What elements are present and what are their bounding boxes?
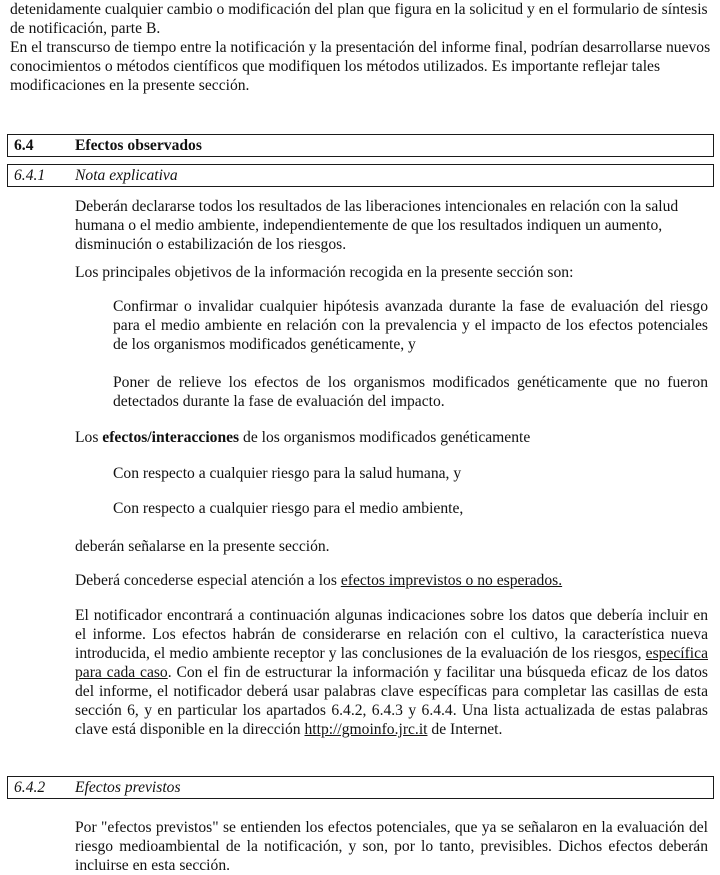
- section-heading-6-4-1: [7, 164, 714, 187]
- bold-term: efectos/interacciones: [102, 429, 240, 446]
- text-segment: de Internet.: [427, 721, 503, 738]
- section-number: 6.4: [14, 137, 34, 154]
- indented-item-environment: Con respecto a cualquier riesgo para el medio ambiente,: [113, 500, 464, 517]
- underlined-term: efectos imprevistos o no esperados.: [340, 572, 563, 589]
- section-title: Efectos previstos: [75, 779, 181, 796]
- section-number: 6.4.1: [14, 167, 46, 184]
- paragraph-effects-interactions: [75, 428, 708, 447]
- url-link[interactable]: http://gmoinfo.jrc.it: [304, 721, 428, 738]
- text-segment: Los: [75, 429, 103, 446]
- indented-item-human-health: Con respecto a cualquier riesgo para la salud humana, y: [113, 465, 462, 482]
- text-segment: de los organismos modificados genéticamente: [239, 429, 531, 446]
- text-segment: Deberá concederse especial atención a los: [75, 572, 341, 589]
- section-title: Efectos observados: [75, 137, 202, 154]
- underlined-term: específica para cada caso: [75, 645, 708, 681]
- text-segment: El notificador encontrará a continuación algunas indicaciones sobre los datos que debería incluir en el informe. Los efectos habrán de considerarse en relación con el cultivo, la característica nueva introducida, el medio ambiente receptor y las conclusiones de la evaluación de los riesgos,: [75, 607, 708, 662]
- paragraph-notifier-guidance: [75, 606, 708, 739]
- section-number: 6.4.2: [14, 779, 46, 796]
- paragraph-indicated: deberán señalarse en la presente sección.: [75, 538, 330, 555]
- section-title: Nota explicativa: [75, 167, 178, 184]
- indented-item-highlight: Poner de relieve los efectos de los organismos modificados genéticamente que no fueron detectados durante la fase de evaluación del impacto.: [113, 374, 708, 410]
- intro-paragraph-1: detenidamente cualquier cambio o modificación del plan que figura en la solicitud y en el formulario de síntesis de notificación, parte B.: [10, 1, 708, 37]
- section-heading-6-4-2: [7, 776, 714, 799]
- indented-item-confirm: Confirmar o invalidar cualquier hipótesis avanzada durante la fase de evaluación del riesgo para el medio ambiente en relación con la prevalencia y el impacto de los efectos potenciales de los organismos modificados genéticamente, y: [113, 298, 708, 353]
- intro-paragraph-2: En el transcurso de tiempo entre la notificación y la presentación del informe final, podrían desarrollarse nuevos conocimientos o métodos científicos que modifiquen los métodos utilizados. Es importante reflejar tales modificaciones en la presente sección.: [10, 39, 711, 94]
- section-heading-6-4: [7, 134, 714, 157]
- text-segment: . Con el fin de estructurar la información y facilitar una búsqueda eficaz de los datos del informe, el notificador deberá usar palabras clave específicas para completar las casillas de esta sección 6, y en particular los apartados 6.4.2, 6.4.3 y 6.4.4. Una lista actualizada de estas palabras clave está disponible en la dirección: [75, 664, 708, 738]
- paragraph-objectives: Los principales objetivos de la información recogida en la presente sección son:: [75, 264, 574, 281]
- intro-block: [10, 0, 712, 95]
- paragraph-expected-effects: Por "efectos previstos" se entienden los efectos potenciales, que ya se señalaron en la evaluación del riesgo medioambiental de la notificación, y son, por lo tanto, previsibles. Dichos efectos deberán incluirse en esta sección.: [75, 819, 708, 874]
- paragraph-unexpected-effects: [75, 571, 708, 590]
- paragraph-results: Deberán declararse todos los resultados de las liberaciones intencionales en relación con la salud humana o el medio ambiente, independientemente de que los resultados indiquen un aumento, disminución o estabilización de los riesgos.: [75, 198, 679, 253]
